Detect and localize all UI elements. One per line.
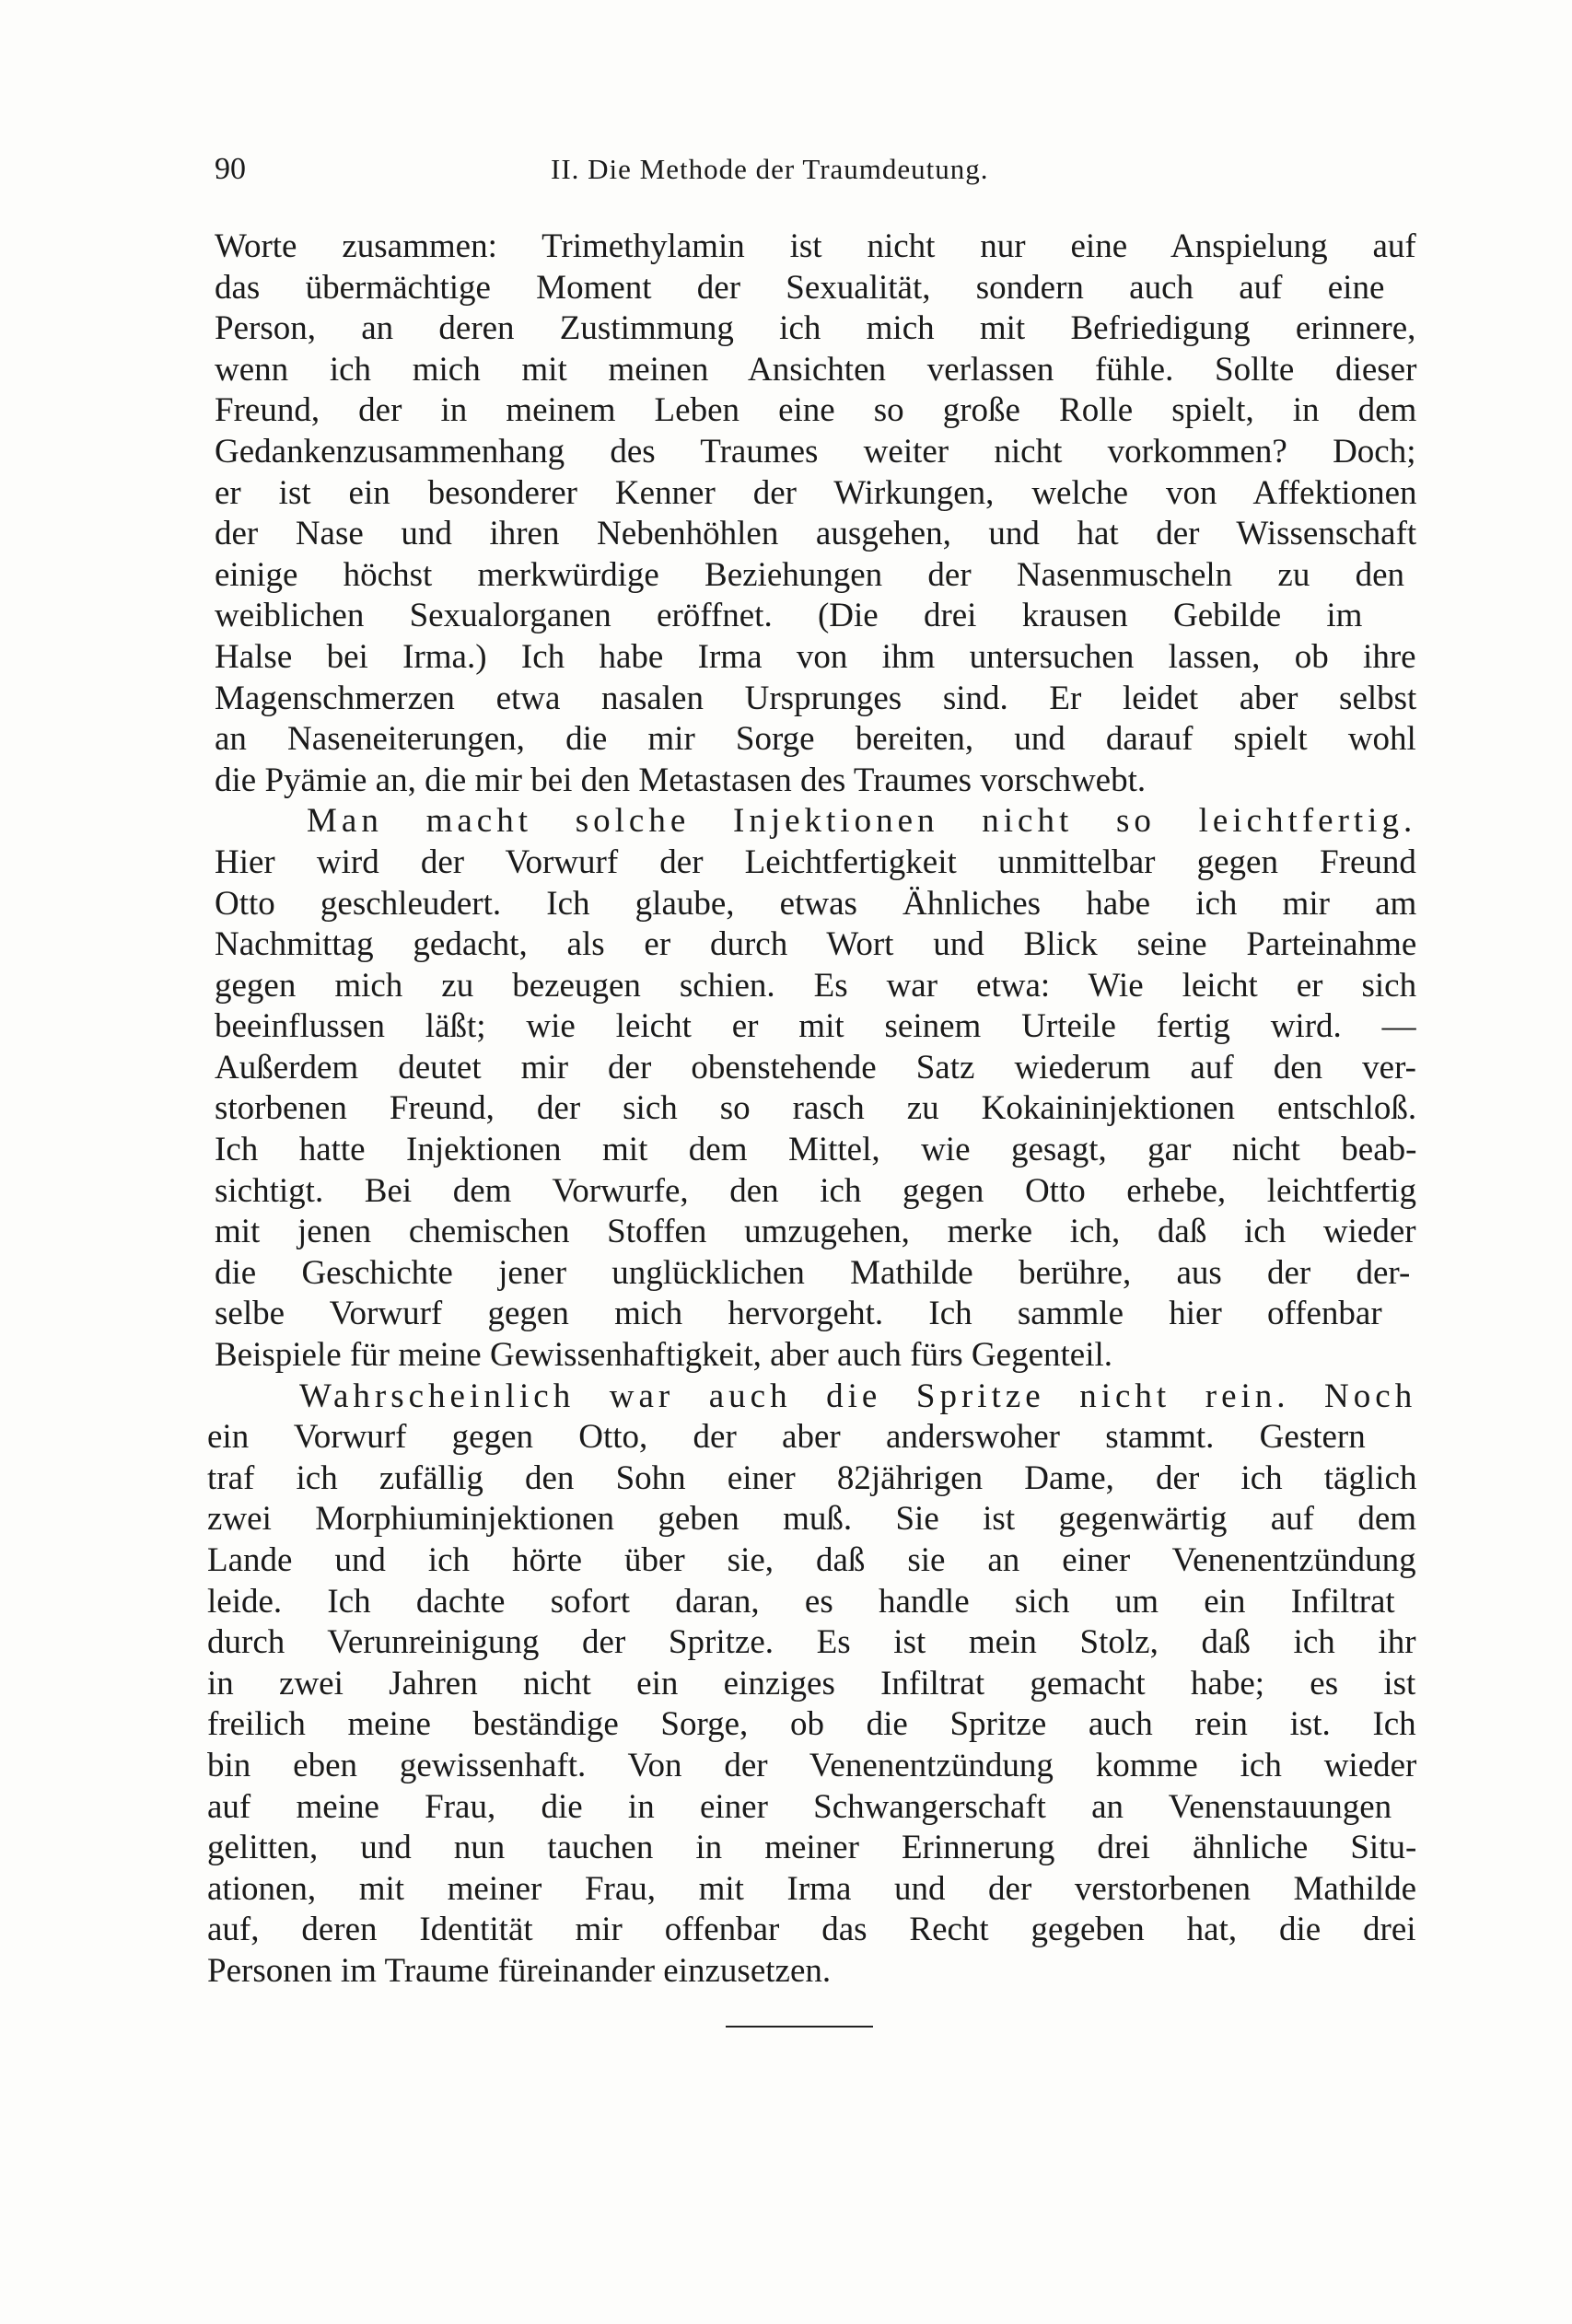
section-end-rule [726, 2026, 873, 2028]
page-number: 90 [215, 152, 246, 186]
text-line: der Nase und ihren Nebenhöhlen ausgehen, und hat der Wissenschaft [215, 515, 1417, 553]
text-line: er ist ein besonderer Kenner der Wirkungen, welche von Affektionen [215, 473, 1417, 512]
text-line: beeinflussen läßt; wie leicht er mit seinem Urteile fertig wird. — [215, 1007, 1416, 1046]
text-line: Magenschmerzen etwa nasalen Ursprunges sind. Er leidet aber selbst [215, 679, 1417, 717]
text-line: ationen, mit meiner Frau, mit Irma und der verstorbenen Mathilde [207, 1869, 1417, 1908]
text-line: zwei Morphiuminjektionen geben muß. Sie ist gegenwärtig auf dem [207, 1500, 1417, 1539]
text-line: selbe Vorwurf gegen mich hervorgeht. Ich sammle hier offenbar [215, 1295, 1382, 1333]
text-line: die Pyämie an, die mir bei den Metastasen des Traumes vorschwebt. [215, 761, 1147, 799]
text-line: Freund, der in meinem Leben eine so große Rolle spielt, in dem [215, 391, 1417, 430]
text-line: einige höchst merkwürdige Beziehungen der Nasenmuscheln zu den [215, 555, 1405, 594]
page-header [215, 147, 1416, 192]
text-line: die Geschichte jener unglücklichen Mathilde berühre, aus der der- [215, 1253, 1411, 1292]
text-line: auf meine Frau, die in einer Schwangerschaft an Venenstauungen [207, 1787, 1392, 1826]
text-line: Hier wird der Vorwurf der Leichtfertigkeit unmittelbar gegen Freund [215, 842, 1416, 881]
text-line: ein Vorwurf gegen Otto, der aber anderswoher stammt. Gestern [207, 1418, 1366, 1457]
text-line: durch Verunreinigung der Spritze. Es ist mein Stolz, daß ich ihr [207, 1623, 1416, 1662]
text-line: in zwei Jahren nicht ein einziges Infiltrat gemacht habe; es ist [207, 1664, 1416, 1702]
text-line: das übermächtige Moment der Sexualität, sondern auch auf eine [215, 268, 1385, 307]
text-line: Otto geschleudert. Ich glaube, etwas Ähnliches habe ich mir am [215, 884, 1417, 923]
text-line: gelitten, und nun tauchen in meiner Erinnerung drei ähnliche Situ- [207, 1829, 1417, 1867]
text-line: sichtigt. Bei dem Vorwurfe, den ich gegen Otto erhebe, leichtfertig [215, 1171, 1417, 1210]
running-title: II. Die Methode der Traumdeutung. [551, 153, 989, 185]
text-line: an Naseneiterungen, die mir Sorge bereiten, und darauf spielt wohl [215, 720, 1416, 759]
text-line: freilich meine beständige Sorge, ob die Spritze auch rein ist. Ich [207, 1705, 1416, 1744]
text-line: storbenen Freund, der sich so rasch zu Kokaininjektionen entschloß. [215, 1089, 1417, 1128]
text-line: Personen im Traume füreinander einzusetzen. [207, 1951, 832, 1990]
text-line: gegen mich zu bezeugen schien. Es war etwa: Wie leicht er sich [215, 966, 1417, 1005]
text-line: Nachmittag gedacht, als er durch Wort und Blick seine Parteinahme [215, 925, 1417, 964]
text-line: traf ich zufällig den Sohn einer 82jährigen Dame, der ich täglich [207, 1458, 1417, 1497]
text-line: Worte zusammen: Trimethylamin ist nicht nur eine Anspielung auf [215, 227, 1416, 265]
text-line: Ich hatte Injektionen mit dem Mittel, wie gesagt, gar nicht beab- [215, 1131, 1417, 1169]
text-line: Außerdem deutet mir der obenstehende Satz wiederum auf den ver- [215, 1048, 1416, 1086]
text-line: leide. Ich dachte sofort daran, es handle sich um ein Infiltrat [207, 1582, 1395, 1621]
text-line: weiblichen Sexualorganen eröffnet. (Die drei krausen Gebilde im [215, 597, 1363, 635]
text-line: bin eben gewissenhaft. Von der Venenentzündung komme ich wieder [207, 1746, 1417, 1784]
text-line: Gedankenzusammenhang des Traumes weiter nicht vorkommen? Doch; [215, 432, 1416, 471]
text-line: wenn ich mich mit meinen Ansichten verlassen fühle. Sollte dieser [215, 350, 1417, 389]
text-line: Beispiele für meine Gewissenhaftigkeit, aber auch fürs Gegenteil. [215, 1336, 1113, 1375]
text-line: auf, deren Identität mir offenbar das Recht gegeben hat, die drei [207, 1911, 1416, 1949]
text-line: Person, an deren Zustimmung ich mich mit Befriedigung erinnere, [215, 309, 1416, 348]
text-line: mit jenen chemischen Stoffen umzugehen, merke ich, daß ich wieder [215, 1213, 1416, 1251]
body-text [207, 227, 1417, 1993]
text-line: Halse bei Irma.) Ich habe Irma von ihm untersuchen lassen, ob ihre [215, 637, 1416, 676]
paragraph-start-line: Man macht solche Injektionen nicht so leichtfertig. [307, 802, 1417, 841]
text-line: Lande und ich hörte über sie, daß sie an einer Venenentzündung [207, 1541, 1416, 1579]
paragraph-start-line: Wahrscheinlich war auch die Spritze nicht rein. Noch [299, 1377, 1417, 1415]
